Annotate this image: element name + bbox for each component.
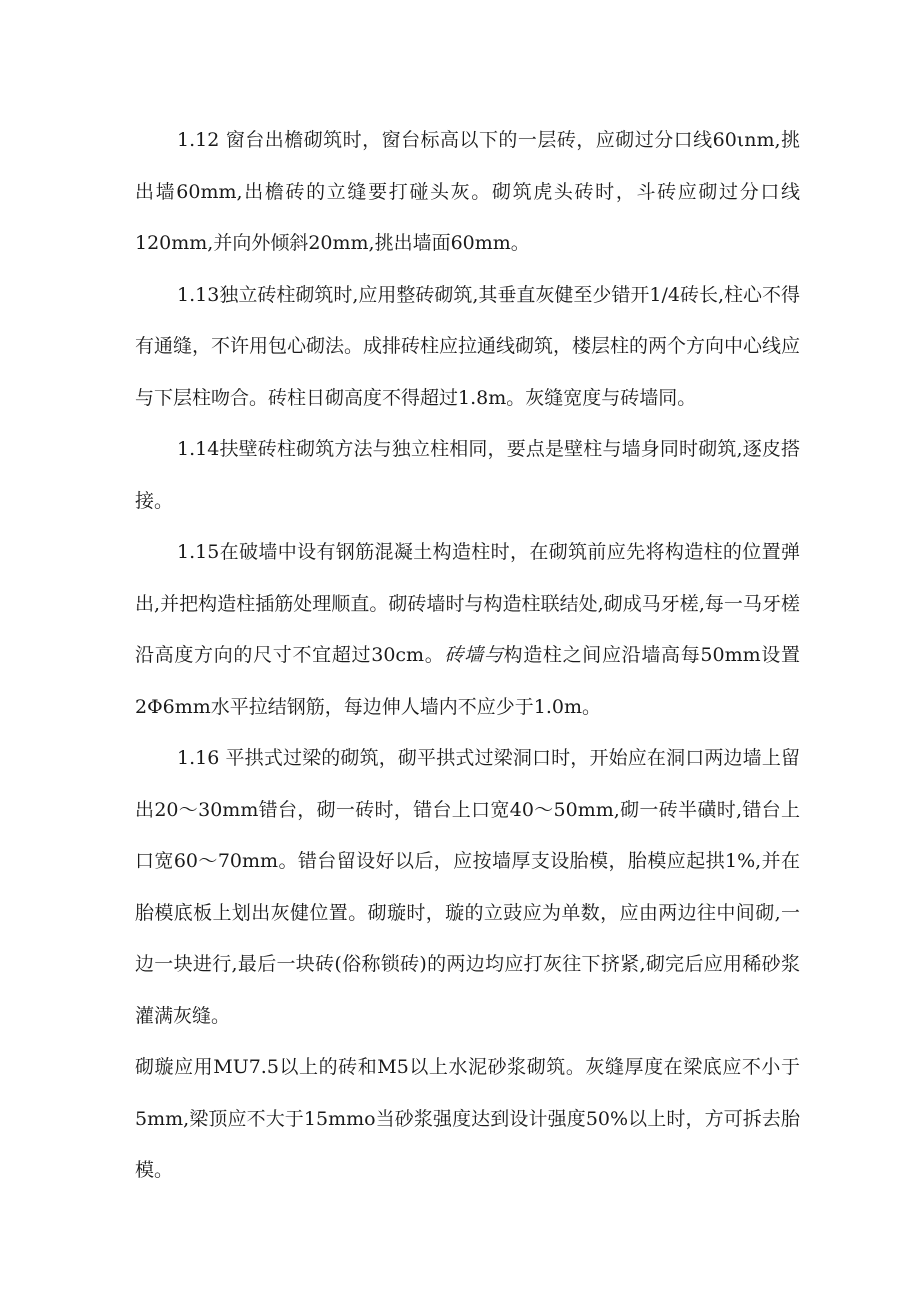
section-number: 1.16 — [177, 747, 220, 769]
paragraph-text: 平拱式过梁的砌筑，砌平拱式过梁洞口时，开始应在洞口两边墙上留出20～30mm错台，砌一砖时，错台上口宽40～50mm,砌一砖半磺时,错台上口宽60～70mm。错台留设好以后，应按墙厚支设胎模，胎模应起拱1%,并在胎模底板上划出灰健位置。砌璇时，璇的立豉应为单数，应由两边往中间砌,一边一块进行,最后一块砖(俗称锁砖)的两边均应打灰往下挤紧,砌完后应用稀砂浆灌满灰缝。 — [135, 747, 800, 1027]
document-body — [135, 115, 800, 1197]
section-number: 1.12 — [177, 129, 220, 151]
paragraph-text: 扶壁砖柱砌筑方法与独立柱相同，要点是壁柱与墙身同时砌筑,逐皮搭接。 — [135, 438, 800, 512]
paragraph-1-13 — [135, 270, 800, 425]
paragraph-1-14 — [135, 424, 800, 527]
paragraph-arch-mortar — [135, 1042, 800, 1197]
section-number: 1.15 — [177, 541, 220, 563]
paragraph-text: 独立砖柱砌筑时,应用整砖砌筑,其垂直灰健至少错开1/4砖长,柱心不得有通缝，不许用包心砌法。成排砖柱应拉通线砌筑，楼层柱的两个方向中心线应与下层柱吻合。砖柱日砌高度不得超过1.8m。灰缝宽度与砖墙同。 — [135, 283, 801, 409]
paragraph-1-12 — [135, 115, 800, 270]
paragraph-text: 在破墙中设有钢筋混凝土构造柱时，在砌筑前应先将构造柱的位置弹出,并把构造柱插筋处理顺直。砌砖墙时与构造柱联结处,砌成马牙槎,每一马牙槎沿高度方向的尺寸不宜超过30cm。 — [135, 541, 800, 666]
paragraph-text: 构造柱之间应沿墙高每50mm设置2Φ6mm水平拉结钢筋，每边伸人墙内不应少于1.0m。 — [135, 644, 800, 718]
section-number: 1.13 — [177, 283, 220, 306]
paragraph-1-16 — [135, 733, 800, 1042]
paragraph-text: 窗台出檐砌筑时，窗台标高以下的一层砖，应砌过分口线60ιnm,挑出墙60mm,出檐砖的立缝要打碰头灰。砌筑虎头砖时，斗砖应砌过分口线120mm,并向外倾斜20mm,挑出墙面60mm。 — [135, 129, 800, 254]
paragraph-text-italic: 砖墙与 — [444, 644, 504, 666]
section-number: 1.14 — [177, 438, 220, 460]
paragraph-1-15 — [135, 527, 800, 733]
paragraph-text: 砌璇应用MU7.5以上的砖和M5以上水泥砂浆砌筑。灰缝厚度在梁底应不小于5mm,梁顶应不大于15mmo当砂浆强度达到设计强度50%以上时，方可拆去胎模。 — [135, 1056, 800, 1181]
